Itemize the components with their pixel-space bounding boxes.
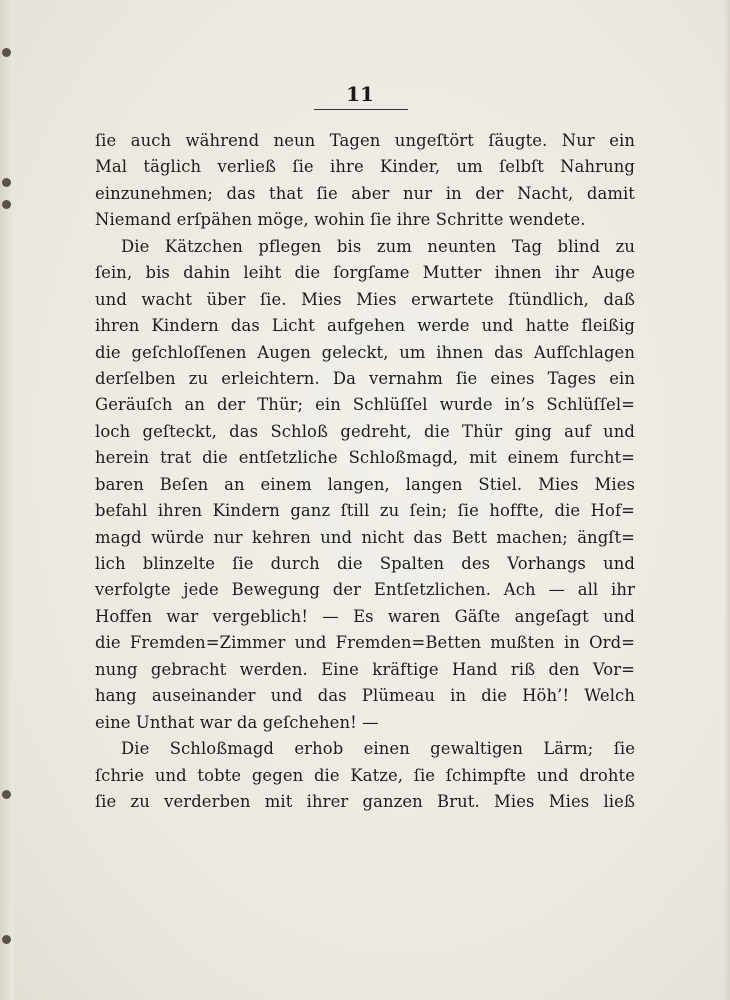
binding-hole <box>2 178 11 187</box>
text-line: ſie auch während neun Tagen ungeſtört ſäugte. Nur ein <box>95 131 635 150</box>
text-line: Die Kätzchen pflegen bis zum neunten Tag blind zu <box>121 236 635 256</box>
text-line: nung gebracht werden. Eine kräftige Hand riß den Vor= <box>95 659 635 679</box>
text-line: die Fremden=Zimmer und Fremden=Betten mußten in Ord= <box>95 633 635 653</box>
binding-hole <box>2 48 11 57</box>
text-line: Hoffen war vergeblich! — Es waren Gäſte angeſagt und <box>95 606 635 626</box>
body-text <box>95 128 635 815</box>
text-line: loch geſteckt, das Schloß gedreht, die Thür ging auf und <box>95 421 635 441</box>
text-line: lich blinzelte ſie durch die Spalten des Vorhangs und <box>95 554 635 573</box>
page-number: 11 <box>346 82 374 106</box>
text-line: ſie zu verderben mit ihrer ganzen Brut. Mies Mies ließ <box>95 791 635 811</box>
page-binding-edge <box>0 0 14 1000</box>
text-line: ſchrie und tobte gegen die Katze, ſie ſchimpfte und drohte <box>95 765 635 785</box>
page-right-edge <box>724 0 730 1000</box>
text-line: Die Schloßmagd erhob einen gewaltigen Lärm; ſie <box>121 739 635 759</box>
text-line: baren Beſen an einem langen, langen Stiel. Mies Mies <box>95 474 635 494</box>
text-line: ſein, bis dahin leiht die ſorgſame Mutter ihnen ihr Auge <box>95 263 635 283</box>
text-line: Geräuſch an der Thür; ein Schlüſſel wurde in’s Schlüſſel= <box>95 395 635 415</box>
text-line: die geſchloſſenen Augen geleckt, um ihnen das Aufſchlagen <box>95 342 635 362</box>
text-line: verfolgte jede Bewegung der Entſetzlichen. Ach — all ihr <box>95 580 635 600</box>
binding-hole <box>2 200 11 209</box>
text-line: derſelben zu erleichtern. Da vernahm ſie eines Tages ein <box>95 368 635 388</box>
text-line: herein trat die entſetzliche Schloßmagd, mit einem furcht= <box>95 448 635 468</box>
page-number-rule <box>314 109 408 110</box>
text-line: hang auseinander und das Plümeau in die Höh’! Welch <box>95 686 635 706</box>
binding-hole <box>2 790 11 799</box>
text-line: befahl ihren Kindern ganz ſtill zu ſein; ſie hoffte, die Hof= <box>95 501 635 521</box>
text-line: und wacht über ſie. Mies Mies erwartete ſtündlich, daß <box>95 289 635 309</box>
text-line: Niemand erſpähen möge, wohin ſie ihre Schritte wendete. <box>95 210 586 230</box>
text-line: ihren Kindern das Licht aufgehen werde und hatte fleißig <box>95 316 635 336</box>
text-line: Mal täglich verließ ſie ihre Kinder, um ſelbſt Nahrung <box>95 157 635 177</box>
text-line: eine Unthat war da geſchehen! — <box>95 712 379 732</box>
text-line: einzunehmen; das that ſie aber nur in der Nacht, damit <box>95 183 635 203</box>
text-line: magd würde nur kehren und nicht das Bett machen; ängſt= <box>95 527 635 547</box>
binding-hole <box>2 935 11 944</box>
